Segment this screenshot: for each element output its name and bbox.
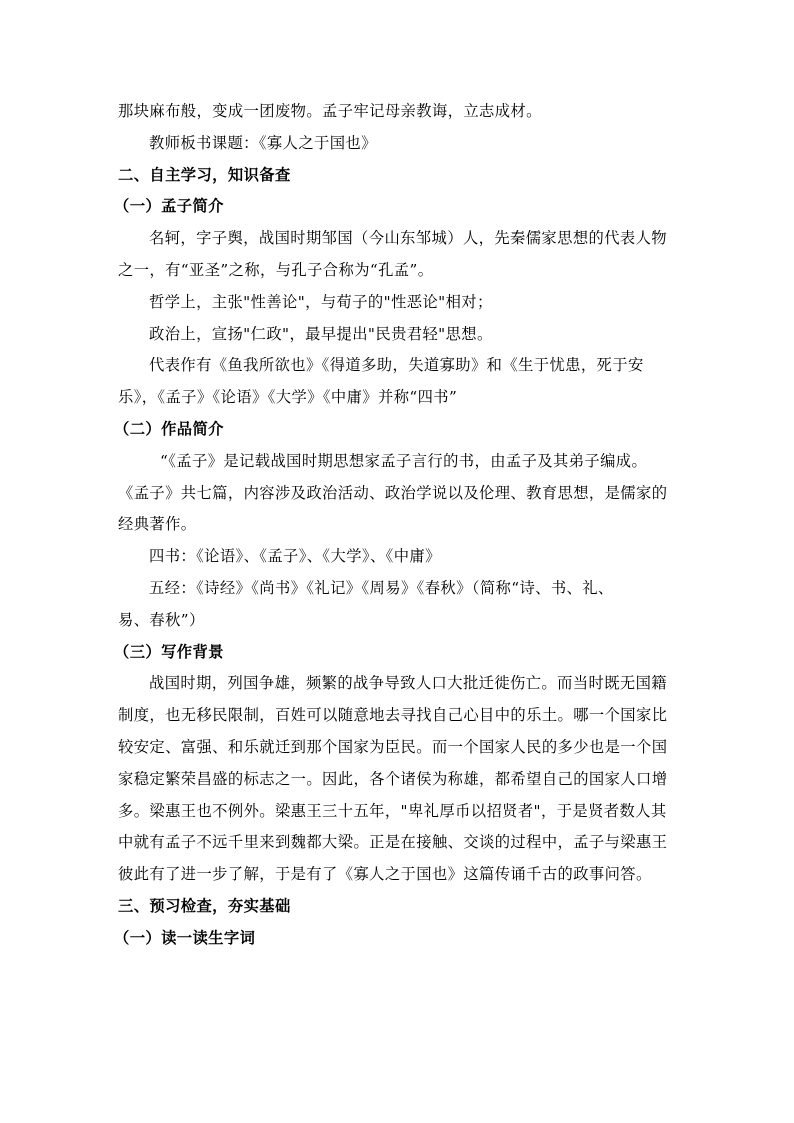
paragraph-line: 中就有孟子不远千里来到魏都大梁。正是在接触、交谈的过程中，孟子与梁惠王 [118,833,668,852]
board-title-line: 教师板书课题：《寡人之于国也》 [149,133,377,152]
paragraph-line: 之一，有“亚圣”之称，与孔子合称为“孔孟”。 [118,260,434,279]
paragraph-line: 较安定、富强、和乐就迁到那个国家为臣民。而一个国家人民的多少也是一个国 [118,737,668,756]
subsection-heading-work: （二）作品简介 [114,419,224,438]
subsection-heading-vocab: （一）读一读生字词 [114,928,256,947]
paragraph-line: 易、春秋”） [118,610,205,629]
paragraph-line: 制度，也无移民限制，百姓可以随意地去寻找自己心目中的乐土。哪一个国家比 [118,706,668,725]
subsection-heading-background: （三）写作背景 [114,642,224,661]
paragraph-line: “《孟子》是记载战国时期思想家孟子言行的书，由孟子及其弟子编成。 [160,451,648,470]
section-heading-3: 三、预习检查，夯实基础 [118,896,291,915]
paragraph-line: 政治上，宣扬"仁政"，最早提出"民贵君轻"思想。 [149,324,493,343]
paragraph-line: 代表作有《鱼我所欲也》《得道多助，失道寡助》和《生于忧患，死于安 [149,356,644,375]
paragraph-line: 多。梁惠王也不例外。梁惠王三十五年，"卑礼厚币以招贤者"，于是贤者数人其 [118,801,667,820]
text-line: 那块麻布般，变成一团废物。孟子牢记母亲教诲，立志成材。 [118,102,542,120]
paragraph-line: 四书：《论语》、《孟子》、《大学》、《中庸》 [149,547,441,566]
paragraph-line: 五经：《诗经》《尚书》《礼记》《周易》《春秋》（简称“诗、书、礼、 [149,578,614,597]
paragraph-line: 名轲，字子舆，战国时期邹国（今山东邹城）人，先秦儒家思想的代表人物 [149,229,667,248]
paragraph-line: 家稳定繁荣昌盛的标志之一。因此，各个诸侯为称雄，都希望自己的国家人口增 [118,769,668,788]
section-heading-2: 二、自主学习，知识备查 [118,165,291,184]
paragraph-line: 彼此有了进一步了解，于是有了《寡人之于国也》这篇传诵千古的政事问答。 [118,865,652,884]
paragraph-line: 《孟子》共七篇，内容涉及政治活动、政治学说以及伦理、教育思想，是儒家的 [118,483,668,502]
paragraph-line: 经典著作。 [118,515,197,534]
paragraph-line: 乐》，《孟子》《论语》《大学》《中庸》并称“四书” [118,388,458,407]
subsection-heading-mencius: （一）孟子简介 [114,197,224,216]
paragraph-line: 哲学上，主张"性善论"，与荀子的"性恶论"相对； [149,292,493,311]
paragraph-line: 战国时期，列国争雄，频繁的战争导致人口大批迁徙伤亡。而当时既无国籍 [149,674,667,693]
